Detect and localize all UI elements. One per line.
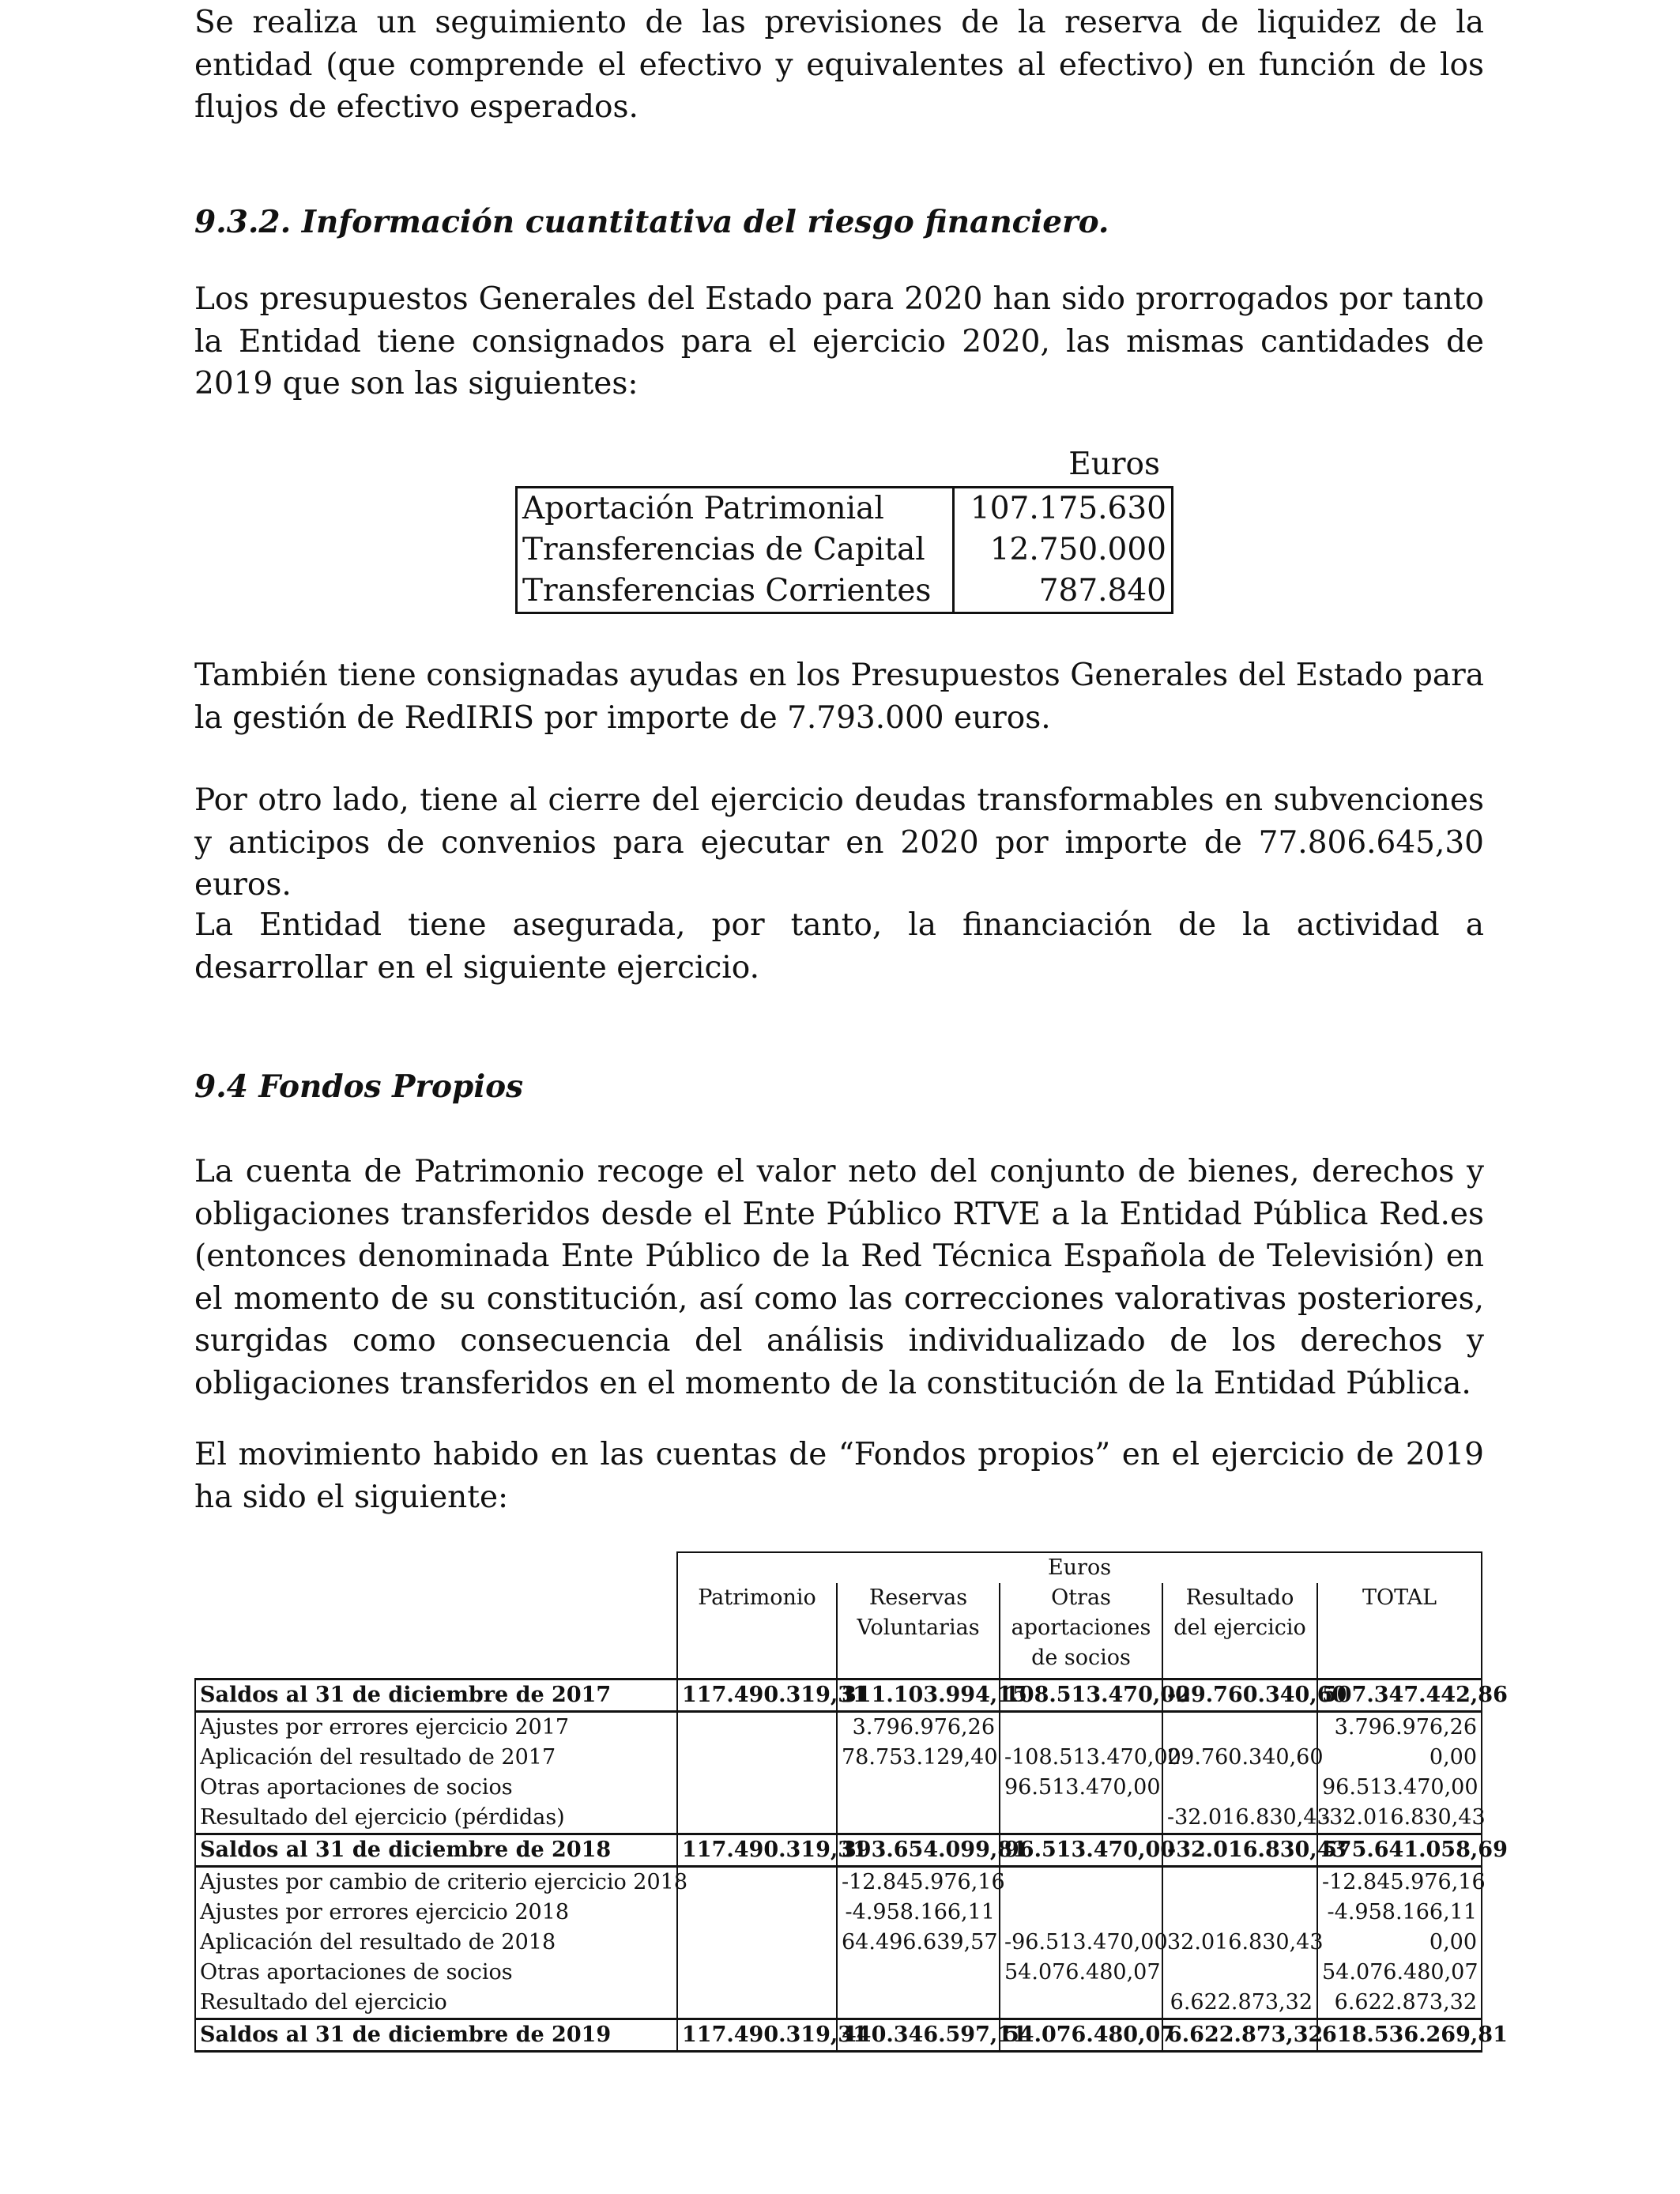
- cell-value: [1162, 1867, 1317, 1898]
- budget-label: Transferencias de Capital: [517, 530, 954, 571]
- column-header: TOTAL: [1317, 1583, 1482, 1679]
- equity-currency-row: [195, 1552, 1482, 1583]
- cell-value: -96.513.470,00: [1000, 1928, 1162, 1958]
- cell-value: [1162, 1773, 1317, 1803]
- table-row: [517, 571, 1173, 613]
- column-header: Otras aportaciones de socios: [1000, 1583, 1162, 1679]
- row-label: Aplicación del resultado de 2017: [195, 1743, 677, 1773]
- row-label: Resultado del ejercicio: [195, 1988, 677, 2019]
- cell-value: -32.016.830,43: [1162, 1834, 1317, 1867]
- table-row: [195, 1988, 1482, 2019]
- cell-value: [677, 1773, 837, 1803]
- equity-table: [194, 1551, 1508, 2053]
- cell-value: 117.490.319,31: [677, 1679, 837, 1712]
- cell-value: 6.622.873,32: [1162, 1988, 1317, 2019]
- cell-value: [677, 1898, 837, 1928]
- table-row: [195, 1773, 1482, 1803]
- cell-value: 311.103.994,15: [837, 1679, 1000, 1712]
- table-row: [195, 1743, 1482, 1773]
- table-row: [195, 1958, 1482, 1988]
- row-label: Otras aportaciones de socios: [195, 1958, 677, 1988]
- cell-value: 3.796.976,26: [837, 1712, 1000, 1744]
- table-row: [517, 488, 1173, 530]
- cell-value: 108.513.470,00: [1000, 1679, 1162, 1712]
- cell-value: -32.016.830,43: [1162, 1803, 1317, 1834]
- cell-value: 117.490.319,31: [677, 2019, 837, 2052]
- paragraph-rediris: También tiene consignadas ayudas en los Presupuestos Generales del Estado para la gestión de RedIRIS por importe de 7.793.000 euros.: [194, 658, 1484, 736]
- cell-value: [1162, 1712, 1317, 1744]
- row-label: Saldos al 31 de diciembre de 2019: [195, 2019, 677, 2052]
- paragraph-movement: El movimiento habido en las cuentas de “Fondos propios” en el ejercicio de 2019 ha sido el siguiente:: [194, 1437, 1484, 1515]
- cell-value: [677, 1743, 837, 1773]
- cell-value: -29.760.340,60: [1162, 1679, 1317, 1712]
- paragraph-financing: La Entidad tiene asegurada, por tanto, la financiación de la actividad a desarrollar en el siguiente ejercicio.: [194, 907, 1484, 986]
- cell-value: 54.076.480,07: [1000, 1958, 1162, 1988]
- paragraph-budget: Los presupuestos Generales del Estado para 2020 han sido prorrogados por tanto la Entidad tiene consignados para el ejercicio 2020, las mismas cantidades de 2019 que son las siguientes:: [194, 281, 1484, 401]
- heading-quantitative-risk: 9.3.2. Información cuantitativa del riesgo financiero.: [194, 204, 1109, 240]
- row-label: Ajustes por cambio de criterio ejercicio 2018: [195, 1867, 677, 1898]
- cell-value: [677, 1988, 837, 2019]
- cell-value: [677, 1867, 837, 1898]
- cell-value: 440.346.597,11: [837, 2019, 1000, 2052]
- budget-label: Aportación Patrimonial: [517, 488, 954, 530]
- cell-value: 0,00: [1317, 1928, 1482, 1958]
- table-row: [195, 2019, 1482, 2052]
- cell-value: [1162, 1958, 1317, 1988]
- cell-value: 0,00: [1317, 1743, 1482, 1773]
- cell-value: -32.016.830,43: [1317, 1803, 1482, 1834]
- cell-value: 575.641.058,69: [1317, 1834, 1482, 1867]
- equity-header-row: [195, 1583, 1482, 1679]
- table-row: [195, 1898, 1482, 1928]
- cell-value: [677, 1712, 837, 1744]
- cell-value: 618.536.269,81: [1317, 2019, 1482, 2052]
- cell-value: 96.513.470,00: [1000, 1834, 1162, 1867]
- table-row: [517, 530, 1173, 571]
- table-row: [195, 1867, 1482, 1898]
- row-label: Ajustes por errores ejercicio 2017: [195, 1712, 677, 1744]
- paragraph-liquidity: Se realiza un seguimiento de las previsiones de la reserva de liquidez de la entidad (que comprende el efectivo y equivalentes al efectivo) en función de los flujos de efectivo esperados.: [194, 5, 1484, 125]
- row-label: Aplicación del resultado de 2018: [195, 1928, 677, 1958]
- cell-value: [1000, 1898, 1162, 1928]
- cell-value: -108.513.470,00: [1000, 1743, 1162, 1773]
- cell-value: [1000, 1988, 1162, 2019]
- cell-value: [677, 1803, 837, 1834]
- row-label: Saldos al 31 de diciembre de 2017: [195, 1679, 677, 1712]
- cell-value: [677, 1928, 837, 1958]
- cell-value: -12.845.976,16: [837, 1867, 1000, 1898]
- table-row: [195, 1834, 1482, 1867]
- cell-value: 3.796.976,26: [1317, 1712, 1482, 1744]
- cell-value: [1000, 1867, 1162, 1898]
- cell-value: 507.347.442,86: [1317, 1679, 1482, 1712]
- paragraph-patrimonio: La cuenta de Patrimonio recoge el valor neto del conjunto de bienes, derechos y obligaciones transferidos desde el Ente Público RTVE a la Entidad Pública Red.es (entonces denominada Ente Público de la Red Técnica Española de Televisión) en el momento de su constitución, así como las correcciones valorativas posteriores, surgidas como consecuencia del análisis individualizado de los derechos y obligaciones transferidos en el momento de la constitución de la Entidad Pública.: [194, 1154, 1484, 1401]
- column-header: Patrimonio: [677, 1583, 837, 1679]
- budget-value: 107.175.630: [970, 491, 1166, 526]
- equity-table-currency: Euros: [677, 1552, 1482, 1583]
- cell-value: 96.513.470,00: [1317, 1773, 1482, 1803]
- cell-value: [837, 1958, 1000, 1988]
- cell-value: 78.753.129,40: [837, 1743, 1000, 1773]
- cell-value: 64.496.639,57: [837, 1928, 1000, 1958]
- cell-value: [1000, 1803, 1162, 1834]
- cell-value: 29.760.340,60: [1162, 1743, 1317, 1773]
- cell-value: 32.016.830,43: [1162, 1928, 1317, 1958]
- cell-value: [837, 1803, 1000, 1834]
- row-label: Ajustes por errores ejercicio 2018: [195, 1898, 677, 1928]
- cell-value: [1000, 1712, 1162, 1744]
- cell-value: -4.958.166,11: [837, 1898, 1000, 1928]
- column-header: Resultado del ejercicio: [1162, 1583, 1317, 1679]
- cell-value: 54.076.480,07: [1000, 2019, 1162, 2052]
- equity-table-body: [195, 1679, 1508, 2052]
- table-row: [195, 1712, 1482, 1744]
- table-row: [195, 1679, 1482, 1712]
- cell-value: -12.845.976,16: [1317, 1867, 1482, 1898]
- budget-value: 787.840: [1038, 573, 1166, 609]
- budget-table-currency: Euros: [1068, 447, 1160, 482]
- cell-value: [837, 1773, 1000, 1803]
- row-label: Resultado del ejercicio (pérdidas): [195, 1803, 677, 1834]
- budget-value: 12.750.000: [989, 532, 1166, 567]
- table-row: [195, 1928, 1482, 1958]
- row-label: Saldos al 31 de diciembre de 2018: [195, 1834, 677, 1867]
- table-row: [195, 1803, 1482, 1834]
- cell-value: 6.622.873,32: [1317, 1988, 1482, 2019]
- cell-value: 117.490.319,31: [677, 1834, 837, 1867]
- cell-value: 96.513.470,00: [1000, 1773, 1162, 1803]
- column-header: Reservas Voluntarias: [837, 1583, 1000, 1679]
- budget-table: [515, 486, 1173, 614]
- cell-value: -4.958.166,11: [1317, 1898, 1482, 1928]
- heading-fondos-propios: 9.4 Fondos Propios: [194, 1069, 524, 1105]
- cell-value: [837, 1988, 1000, 2019]
- cell-value: 393.654.099,81: [837, 1834, 1000, 1867]
- cell-value: 54.076.480,07: [1317, 1958, 1482, 1988]
- cell-value: [677, 1958, 837, 1988]
- cell-value: [1162, 1898, 1317, 1928]
- paragraph-debts: Por otro lado, tiene al cierre del ejercicio deudas transformables en subvenciones y anticipos de convenios para ejecutar en 2020 por importe de 77.806.645,30 euros.: [194, 782, 1484, 903]
- cell-value: 6.622.873,32: [1162, 2019, 1317, 2052]
- row-label: Otras aportaciones de socios: [195, 1773, 677, 1803]
- budget-label: Transferencias Corrientes: [517, 571, 954, 613]
